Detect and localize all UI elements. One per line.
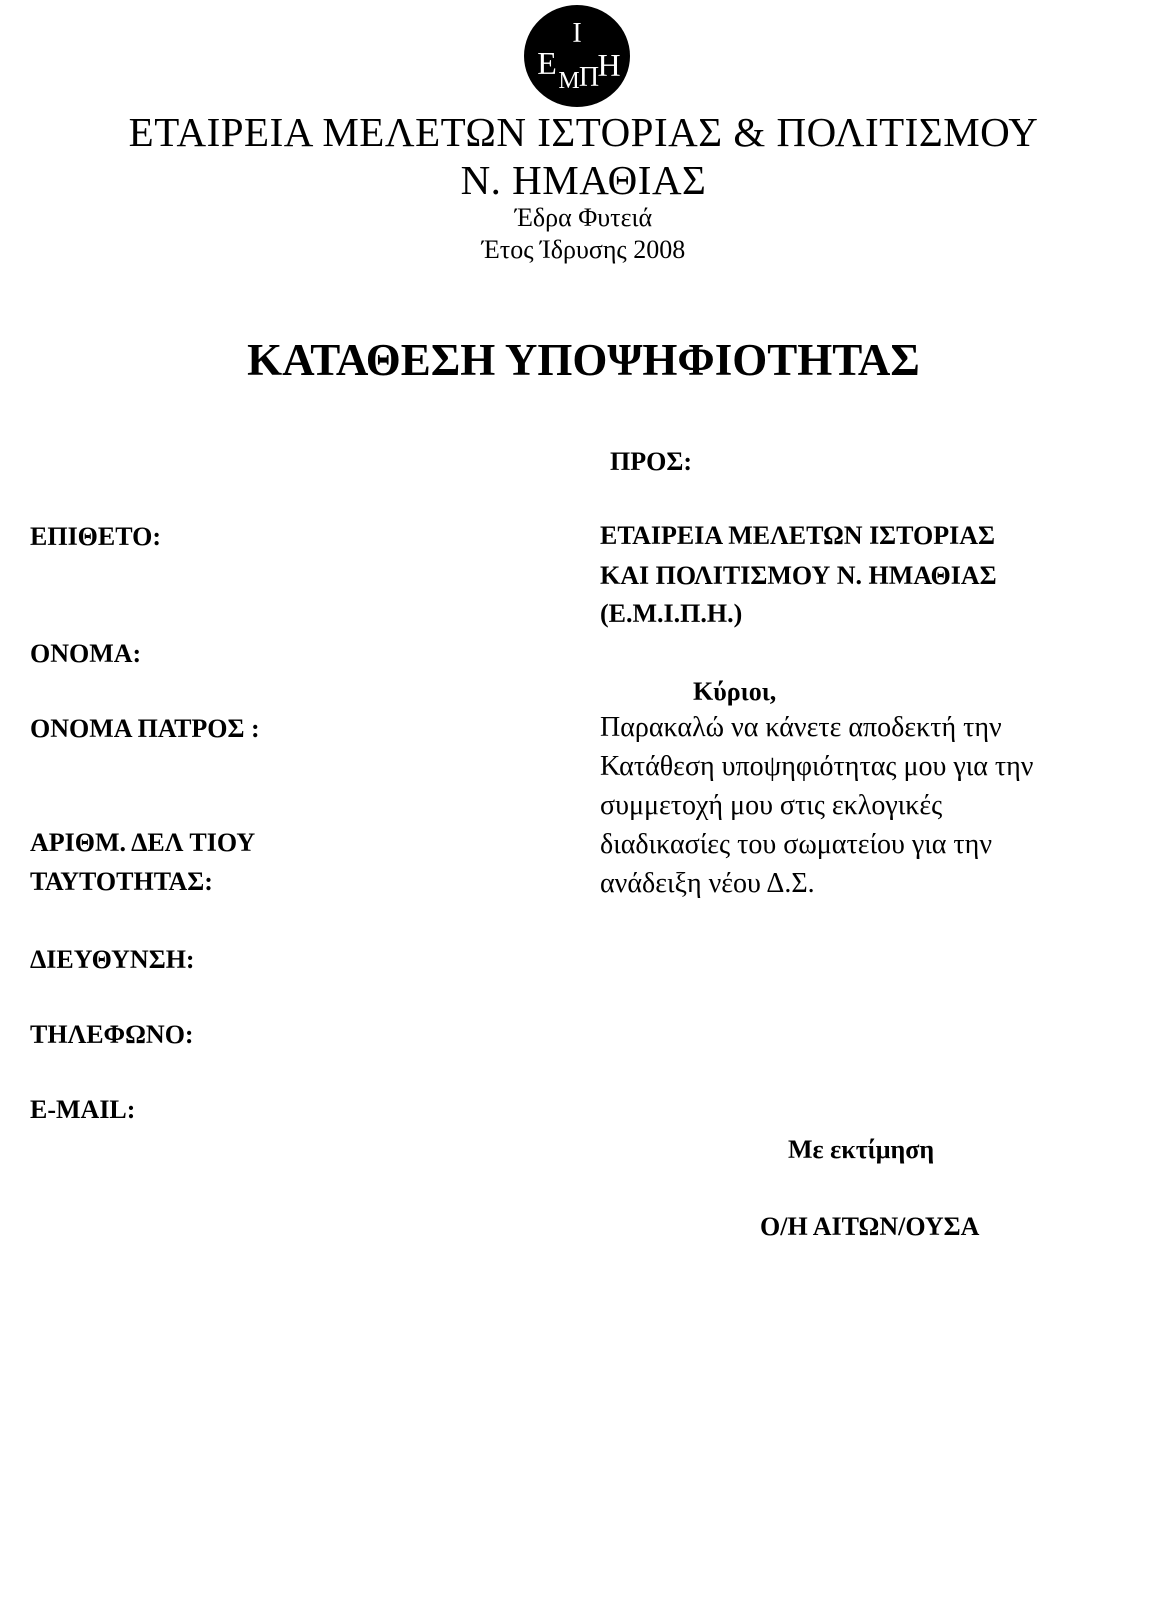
org-name-line1: ΕΤΑΙΡΕΙΑ ΜΕΛΕΤΩΝ ΙΣΤΟΡΙΑΣ & ΠΟΛΙΤΙΣΜΟΥ xyxy=(128,109,1039,155)
body-line5: ανάδειξη νέου Δ.Σ. xyxy=(600,868,815,899)
to-label: ΠΡΟΣ: xyxy=(610,447,692,476)
body-line3: συμμετοχή μου στις εκλογικές xyxy=(600,790,943,821)
logo-letter-h: Η xyxy=(597,47,621,83)
body-line2: Κατάθεση υποψηφιότητας μου για την xyxy=(600,751,1034,782)
field-label-id-number-line1: ΑΡΙΘΜ. ΔΕΛ ΤΙΟΥ xyxy=(30,828,256,857)
logo-letter-m: Μ xyxy=(558,68,580,94)
body-line1: Παρακαλώ να κάνετε αποδεκτή την xyxy=(600,712,1002,743)
field-label-name: ΟΝΟΜΑ: xyxy=(30,639,142,668)
document-title: ΚΑΤΑΘΕΣΗ ΥΠΟΨΗΦΙΟΤΗΤΑΣ xyxy=(247,335,920,385)
logo-letter-i: Ι xyxy=(572,18,582,49)
logo-letter-p: Π xyxy=(578,62,600,93)
field-label-address: ΔΙΕΥΘΥΝΣΗ: xyxy=(30,945,195,974)
recipient-line1: ΕΤΑΙΡΕΙΑ ΜΕΛΕΤΩΝ ΙΣΤΟΡΙΑΣ xyxy=(600,521,996,550)
body-line4: διαδικασίες του σωματείου για την xyxy=(600,829,992,860)
org-name-line2: Ν. ΗΜΑΘΙΑΣ xyxy=(460,157,707,203)
signatory-label: Ο/Η ΑΙΤΩΝ/ΟΥΣΑ xyxy=(760,1212,980,1241)
field-label-id-number-line2: ΤΑΥΤΟΤΗΤΑΣ: xyxy=(30,867,213,896)
society-logo xyxy=(523,4,631,108)
recipient-line2: ΚΑΙ ΠΟΛΙΤΙΣΜΟΥ Ν. ΗΜΑΘΙΑΣ xyxy=(600,561,997,590)
field-label-phone: ΤΗΛΕΦΩΝΟ: xyxy=(30,1020,194,1049)
org-founded: Έτος Ίδρυσης 2008 xyxy=(481,235,686,264)
logo-letter-e: Ε xyxy=(537,45,557,81)
field-label-email: E-MAIL: xyxy=(30,1095,136,1124)
salutation: Κύριοι, xyxy=(693,677,777,706)
field-label-father-name: ΟΝΟΜΑ ΠΑΤΡΟΣ : xyxy=(30,714,260,743)
org-seat: Έδρα Φυτειά xyxy=(514,203,653,232)
closing-phrase: Με εκτίμηση xyxy=(788,1135,935,1164)
recipient-line3: (Ε.Μ.Ι.Π.Η.) xyxy=(600,599,743,628)
field-label-surname: ΕΠΙΘΕΤΟ: xyxy=(30,522,162,551)
